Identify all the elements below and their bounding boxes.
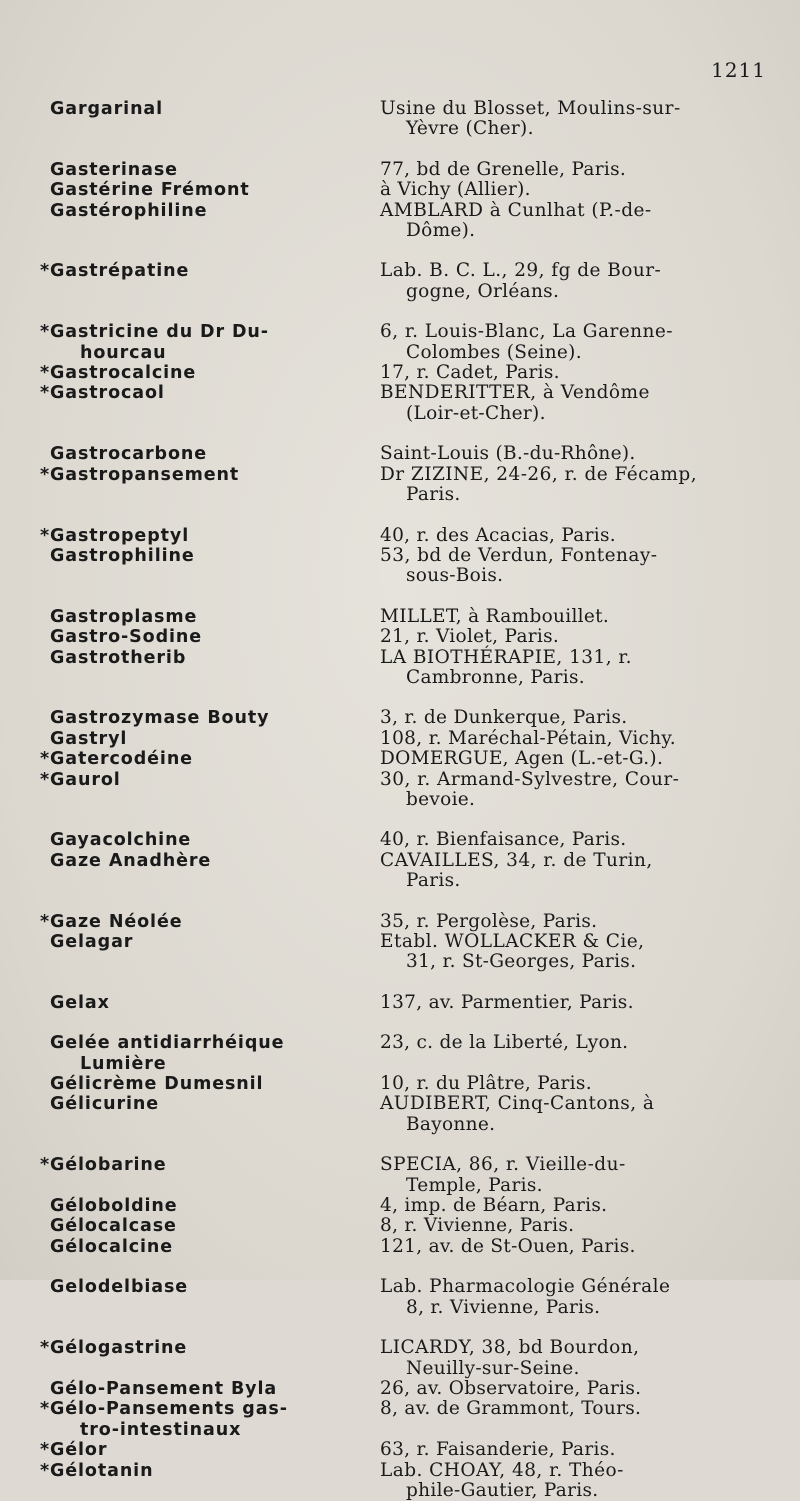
address-line: Neuilly-sur-Seine. (406, 1357, 580, 1379)
product-name-text: Gélogastrine (50, 1338, 188, 1359)
address-line: Paris. (406, 870, 461, 892)
address-line: 26, av. Observatoire, Paris. (380, 1377, 642, 1399)
product-name (40, 1440, 380, 1460)
manufacturer-address (380, 1033, 770, 1053)
address-line: DOMERGUE, Agen (L.-et-G.). (380, 748, 664, 770)
manufacturer-address (380, 526, 770, 546)
manufacturer-address (380, 627, 770, 647)
asterisk-marker: * (40, 322, 51, 343)
product-name-text: Gélicurine (50, 1094, 160, 1115)
product-name (40, 648, 380, 668)
address-line: Saint-Louis (B.-du-Rhône). (380, 443, 636, 465)
address-line: 35, r. Pergolèse, Paris. (380, 910, 598, 932)
list-item (40, 1277, 770, 1318)
product-name-text: Gastrocalcine (50, 363, 197, 384)
product-name (40, 770, 380, 790)
address-line: 8, av. de Grammont, Tours. (380, 1398, 642, 1420)
product-name (40, 1094, 380, 1114)
list-item (40, 770, 770, 811)
product-name (40, 1155, 380, 1175)
address-line: Dr ZIZINE, 24-26, r. de Fécamp, (380, 463, 698, 485)
manufacturer-address (380, 1461, 770, 1501)
product-name (40, 749, 380, 769)
product-name-text: Gastropeptyl (50, 525, 190, 546)
product-name-text: Gélor (50, 1440, 108, 1461)
list-item (40, 1033, 770, 1074)
list-item (40, 1379, 770, 1399)
product-name-text: Gastrocarbone (50, 444, 207, 465)
asterisk-marker: * (40, 1338, 51, 1359)
list-item (40, 729, 770, 749)
product-name (40, 912, 380, 932)
manufacturer-address (380, 1155, 770, 1196)
product-name-text: Gélo-Pansement Byla (50, 1378, 278, 1399)
product-name (40, 932, 380, 952)
product-name-text: Gayacolchine (50, 830, 192, 851)
manufacturer-address (380, 1196, 770, 1216)
address-line: 4, imp. de Béarn, Paris. (380, 1195, 608, 1217)
manufacturer-address (380, 322, 770, 363)
list-item (40, 708, 770, 728)
product-name (40, 1216, 380, 1236)
manufacturer-address (380, 830, 770, 850)
manufacturer-address (380, 932, 770, 973)
product-name (40, 465, 380, 485)
product-name (40, 160, 380, 180)
address-line: Lab. Pharmacologie Générale (380, 1276, 671, 1298)
product-name (40, 1196, 380, 1216)
manufacturer-address (380, 1094, 770, 1135)
product-name (40, 627, 380, 647)
address-line: MILLET, à Rambouillet. (380, 605, 610, 627)
list-item (40, 830, 770, 850)
product-name-text: Gélocalcase (50, 1216, 177, 1237)
manufacturer-address (380, 180, 770, 200)
address-line: à Vichy (Allier). (380, 179, 531, 201)
manufacturer-address (380, 546, 770, 587)
manufacturer-address (380, 1440, 770, 1460)
product-name-text: Gelax (50, 992, 110, 1013)
product-name (40, 993, 380, 1013)
manufacturer-address (380, 770, 770, 811)
list-item (40, 932, 770, 973)
manufacturer-address (380, 363, 770, 383)
product-name (40, 708, 380, 728)
product-name-text: Gastryl (50, 728, 128, 749)
manufacturer-address (380, 912, 770, 932)
address-line: Dôme). (406, 220, 476, 242)
product-name (40, 729, 380, 749)
address-line: AUDIBERT, Cinq-Cantons, à (380, 1093, 655, 1115)
address-line: sous-Bois. (406, 565, 504, 587)
manufacturer-address (380, 465, 770, 506)
list-item (40, 851, 770, 892)
list-item (40, 180, 770, 200)
asterisk-marker: * (40, 363, 51, 384)
list-item (40, 201, 770, 242)
product-name (40, 201, 380, 221)
list-item (40, 526, 770, 546)
product-name-text: Gaze Néolée (50, 911, 183, 932)
product-name (40, 1379, 380, 1399)
product-name (40, 1399, 380, 1440)
product-name-text: Gastroplasme (50, 606, 198, 627)
address-line: Lab. B. C. L., 29, fg de Bour- (380, 260, 662, 282)
list-item (40, 465, 770, 506)
product-name (40, 363, 380, 383)
asterisk-marker: * (40, 769, 51, 790)
manufacturer-address (380, 201, 770, 242)
address-line: 31, r. St-Georges, Paris. (406, 951, 637, 973)
product-name-continuation: Lumière (80, 1053, 167, 1074)
manufacturer-address (380, 1399, 770, 1419)
address-line: 6, r. Louis-Blanc, La Garenne- (380, 321, 674, 343)
product-name (40, 1033, 380, 1074)
manufacturer-address (380, 1074, 770, 1094)
address-line: AMBLARD à Cunlhat (P.-de- (380, 199, 652, 221)
manufacturer-address (380, 1338, 770, 1379)
asterisk-marker: * (40, 1440, 51, 1461)
manufacturer-address (380, 749, 770, 769)
product-name-text: Gastérine Frémont (50, 180, 250, 201)
list-item (40, 993, 770, 1013)
list-item (40, 1399, 770, 1440)
list-item (40, 1155, 770, 1196)
address-line: (Loir-et-Cher). (406, 402, 546, 424)
product-name-continuation: tro-intestinaux (80, 1419, 242, 1440)
address-line: SPECIA, 86, r. Vieille-du- (380, 1154, 626, 1176)
manufacturer-address (380, 1379, 770, 1399)
product-name-text: Gastropansement (50, 464, 240, 485)
address-line: 23, c. de la Liberté, Lyon. (380, 1032, 629, 1054)
address-line: Yèvre (Cher). (406, 118, 534, 140)
address-line: Colombes (Seine). (406, 341, 582, 363)
address-line: 21, r. Violet, Paris. (380, 626, 560, 648)
manufacturer-address (380, 648, 770, 689)
product-name (40, 444, 380, 464)
address-line: 77, bd de Grenelle, Paris. (380, 158, 627, 180)
product-name-text: Gelée antidiarrhéique (50, 1033, 285, 1054)
product-name-text: Gélobarine (50, 1155, 167, 1176)
address-line: Bayonne. (406, 1113, 496, 1135)
product-name (40, 526, 380, 546)
list-item (40, 322, 770, 363)
product-name-text: Gastérophiline (50, 200, 208, 221)
product-name (40, 607, 380, 627)
list-item (40, 607, 770, 627)
product-name (40, 383, 380, 403)
asterisk-marker: * (40, 749, 51, 770)
manufacturer-address (380, 708, 770, 728)
manufacturer-address (380, 383, 770, 424)
product-name-text: Gélotanin (50, 1460, 154, 1481)
product-name-text: Gastricine du Dr Du- (50, 322, 269, 343)
address-line: Temple, Paris. (406, 1174, 543, 1196)
list-item (40, 912, 770, 932)
list-item (40, 160, 770, 180)
address-line: gogne, Orléans. (406, 280, 560, 302)
address-line: 53, bd de Verdun, Fontenay- (380, 544, 658, 566)
address-line: 30, r. Armand-Sylvestre, Cour- (380, 768, 680, 790)
address-line: 137, av. Parmentier, Paris. (380, 991, 634, 1013)
address-line: Etabl. WOLLACKER & Cie, (380, 931, 645, 952)
list-item (40, 383, 770, 424)
product-name-text: Gastrocaol (50, 383, 165, 404)
address-line: 17, r. Cadet, Paris. (380, 362, 560, 384)
manufacturer-address (380, 160, 770, 180)
list-item (40, 648, 770, 689)
list-item (40, 1461, 770, 1501)
list-item (40, 749, 770, 769)
list-item (40, 627, 770, 647)
product-name (40, 99, 380, 119)
product-name (40, 1461, 380, 1481)
address-line: bevoie. (406, 788, 476, 810)
address-line: 40, r. des Acacias, Paris. (380, 524, 616, 546)
manufacturer-address (380, 729, 770, 749)
asterisk-marker: * (40, 1399, 51, 1420)
product-name-continuation: hourcau (80, 342, 167, 363)
asterisk-marker: * (40, 261, 51, 282)
address-line: 8, r. Vivienne, Paris. (406, 1296, 601, 1318)
product-name-text: Gastro-Sodine (50, 627, 203, 648)
address-line: 10, r. du Plâtre, Paris. (380, 1073, 592, 1095)
product-name (40, 261, 380, 281)
product-name-text: Gastrépatine (50, 261, 190, 282)
product-name-text: Gelagar (50, 932, 134, 952)
address-line: BENDERITTER, à Vendôme (380, 382, 650, 404)
address-line: 8, r. Vivienne, Paris. (380, 1215, 575, 1237)
manufacturer-address (380, 851, 770, 892)
product-name (40, 851, 380, 871)
manufacturer-address (380, 1237, 770, 1257)
address-line: Paris. (406, 484, 461, 506)
product-name-text: Gelodelbiase (50, 1277, 189, 1298)
page-number: 1211 (711, 58, 766, 82)
product-name-text: Gaze Anadhère (50, 850, 212, 871)
address-line: Cambronne, Paris. (406, 666, 585, 688)
entry-list (40, 99, 770, 1501)
product-name (40, 322, 380, 363)
product-name-text: Gatercodéine (50, 749, 193, 770)
address-line: CAVAILLES, 34, r. de Turin, (380, 849, 653, 871)
list-item (40, 1094, 770, 1135)
list-item (40, 1237, 770, 1257)
product-name (40, 546, 380, 566)
address-line: 108, r. Maréchal-Pétain, Vichy. (380, 727, 676, 749)
address-line: 40, r. Bienfaisance, Paris. (380, 829, 627, 851)
asterisk-marker: * (40, 1155, 51, 1176)
manufacturer-address (380, 1216, 770, 1236)
address-line: LA BIOTHÉRAPIE, 131, r. (380, 646, 632, 668)
manufacturer-address (380, 993, 770, 1013)
list-item (40, 261, 770, 302)
list-item (40, 99, 770, 140)
product-name (40, 1277, 380, 1297)
address-line: Usine du Blosset, Moulins-sur- (380, 98, 681, 119)
list-item (40, 546, 770, 587)
product-name (40, 1338, 380, 1358)
address-line: 121, av. de St-Ouen, Paris. (380, 1235, 636, 1257)
address-line: 63, r. Faisanderie, Paris. (380, 1439, 616, 1461)
manufacturer-address (380, 607, 770, 627)
product-name-text: Gasterinase (50, 159, 178, 180)
list-item (40, 1196, 770, 1216)
address-line: phile-Gautier, Paris. (406, 1479, 599, 1501)
product-name-text: Gastrotherib (50, 647, 187, 668)
manufacturer-address (380, 261, 770, 302)
product-name-text: Gaurol (50, 769, 121, 790)
product-name (40, 1237, 380, 1257)
list-item (40, 1074, 770, 1094)
product-name (40, 830, 380, 850)
product-name-text: Gélo-Pansements gas- (50, 1399, 288, 1420)
address-line: LICARDY, 38, bd Bourdon, (380, 1337, 640, 1359)
list-item (40, 1440, 770, 1460)
asterisk-marker: * (40, 911, 51, 932)
manufacturer-address (380, 444, 770, 464)
asterisk-marker: * (40, 1460, 51, 1481)
asterisk-marker: * (40, 464, 51, 485)
list-item (40, 363, 770, 383)
product-name-text: Gargarinal (50, 99, 164, 119)
list-item (40, 1216, 770, 1236)
product-name-text: Gastrozymase Bouty (50, 708, 270, 729)
product-name-text: Géloboldine (50, 1196, 178, 1217)
manufacturer-address (380, 1277, 770, 1318)
product-name-text: Gélocalcine (50, 1236, 174, 1257)
product-name (40, 1074, 380, 1094)
asterisk-marker: * (40, 383, 51, 404)
list-item (40, 1338, 770, 1379)
product-name-text: Gastrophiline (50, 545, 195, 566)
address-line: Lab. CHOAY, 48, r. Théo- (380, 1459, 624, 1481)
list-item (40, 444, 770, 464)
address-line: 3, r. de Dunkerque, Paris. (380, 707, 628, 729)
manufacturer-address (380, 99, 770, 140)
product-name-text: Gélicrème Dumesnil (50, 1074, 264, 1095)
product-name (40, 180, 380, 200)
asterisk-marker: * (40, 525, 51, 546)
